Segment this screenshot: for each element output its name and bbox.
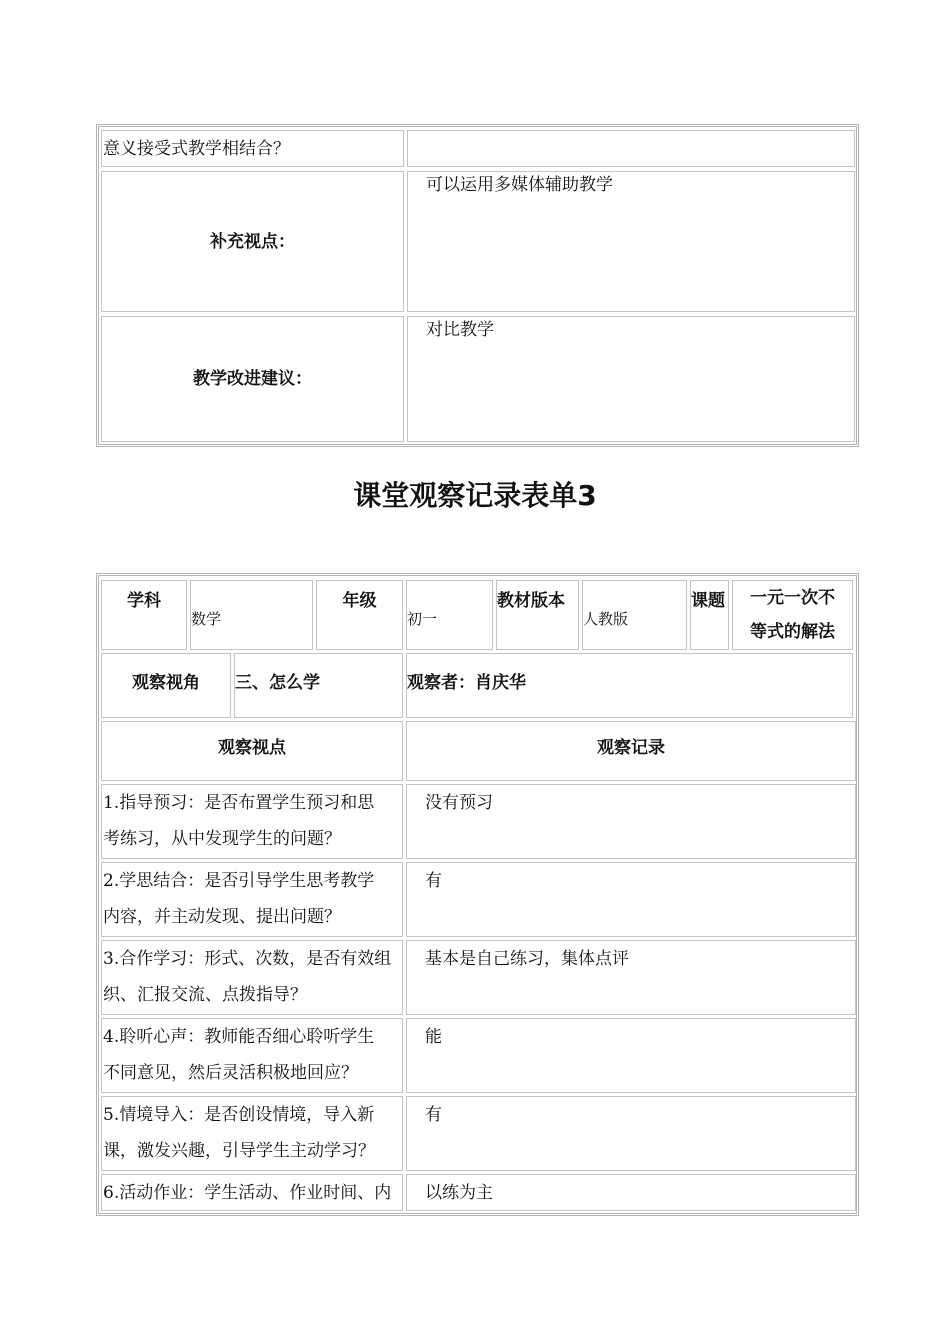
table-row-point	[101, 862, 403, 937]
col-record-header: 观察记录	[406, 721, 856, 781]
row-record-value: 以练为主	[425, 1183, 493, 1203]
table-row-point	[101, 940, 403, 1015]
continued-record-cell	[407, 130, 855, 167]
row-record-value: 基本是自己练习，集体点评	[425, 949, 629, 969]
topic-label-cell	[690, 580, 729, 650]
page-title: 课堂观察记录表单3	[353, 479, 597, 512]
row-point-line1: 1.指导预习：是否布置学生预习和思	[103, 793, 375, 813]
topic-value-line2: 等式的解法	[750, 622, 835, 642]
supplement-label: 补充视点：	[210, 231, 295, 252]
observation-table-1	[96, 124, 859, 447]
supplement-label-cell	[101, 171, 404, 312]
edition-label-cell	[496, 580, 579, 650]
row-record-value: 没有预习	[425, 793, 493, 813]
edition-label: 教材版本	[497, 591, 565, 611]
table-row-point	[101, 784, 403, 859]
supplement-value-cell	[407, 171, 855, 312]
grade-label-cell	[316, 580, 403, 650]
perspective-label-cell	[101, 653, 231, 718]
table-row-record	[406, 1174, 856, 1211]
subject-value-cell	[190, 580, 313, 650]
row-point-line1: 5.情境导入：是否创设情境，导入新	[103, 1105, 375, 1125]
improvement-label: 教学改进建议：	[193, 369, 312, 389]
row-point-line1: 2.学思结合：是否引导学生思考教学	[103, 871, 375, 891]
row-record-value: 有	[425, 1105, 442, 1125]
continued-question-cell	[101, 130, 404, 167]
row-record-value: 有	[425, 871, 442, 891]
table-row-record	[406, 1018, 856, 1093]
improvement-label-cell	[101, 316, 404, 442]
row-point-line2: 不同意见，然后灵活积极地回应？	[103, 1063, 358, 1083]
perspective-value: 三、怎么学	[235, 673, 320, 693]
row-record-value: 能	[425, 1027, 442, 1047]
table-row-record	[406, 940, 856, 1015]
table-row-record	[406, 862, 856, 937]
table-row-point	[101, 1096, 403, 1171]
edition-value: 人教版	[583, 610, 629, 628]
row-point-line2: 课，激发兴趣，引导学生主动学习？	[103, 1141, 375, 1161]
topic-value-line1: 一元一次不	[750, 588, 835, 608]
perspective-value-cell	[234, 653, 403, 718]
edition-value-cell	[582, 580, 687, 650]
continued-question-text: 意义接受式教学相结合？	[103, 139, 290, 159]
observer: 观察者：肖庆华	[407, 673, 526, 693]
col-point-header: 观察视点	[101, 721, 403, 781]
perspective-label: 观察视角	[132, 673, 200, 693]
row-point-line1: 3.合作学习：形式、次数，是否有效组	[103, 949, 392, 969]
subject-label-cell	[101, 580, 187, 650]
row-point-line1: 4.聆听心声：教师能否细心聆听学生	[103, 1027, 375, 1047]
table-row-point	[101, 1018, 403, 1093]
observation-table-2	[96, 573, 859, 1216]
subject-label: 学科	[127, 591, 161, 611]
grade-value: 初一	[407, 610, 438, 628]
topic-label: 课题	[691, 591, 725, 611]
subject-value: 数学	[191, 610, 222, 628]
table-row-record	[406, 784, 856, 859]
row-point-line2: 考练习，从中发现学生的问题？	[103, 829, 341, 849]
table-row-record	[406, 1096, 856, 1171]
topic-value-cell	[732, 580, 853, 650]
improvement-value-cell	[407, 316, 855, 442]
observer-cell	[406, 653, 853, 718]
row-point-line1: 6.活动作业：学生活动、作业时间、内	[103, 1183, 392, 1203]
grade-label: 年级	[342, 591, 377, 611]
improvement-value: 对比教学	[426, 320, 494, 340]
grade-value-cell	[406, 580, 493, 650]
row-point-line2: 内容，并主动发现、提出问题？	[103, 907, 341, 927]
row-point-line2: 织、汇报交流、点拨指导？	[103, 985, 307, 1005]
table-row-point	[101, 1174, 403, 1211]
supplement-value: 可以运用多媒体辅助教学	[426, 175, 613, 195]
